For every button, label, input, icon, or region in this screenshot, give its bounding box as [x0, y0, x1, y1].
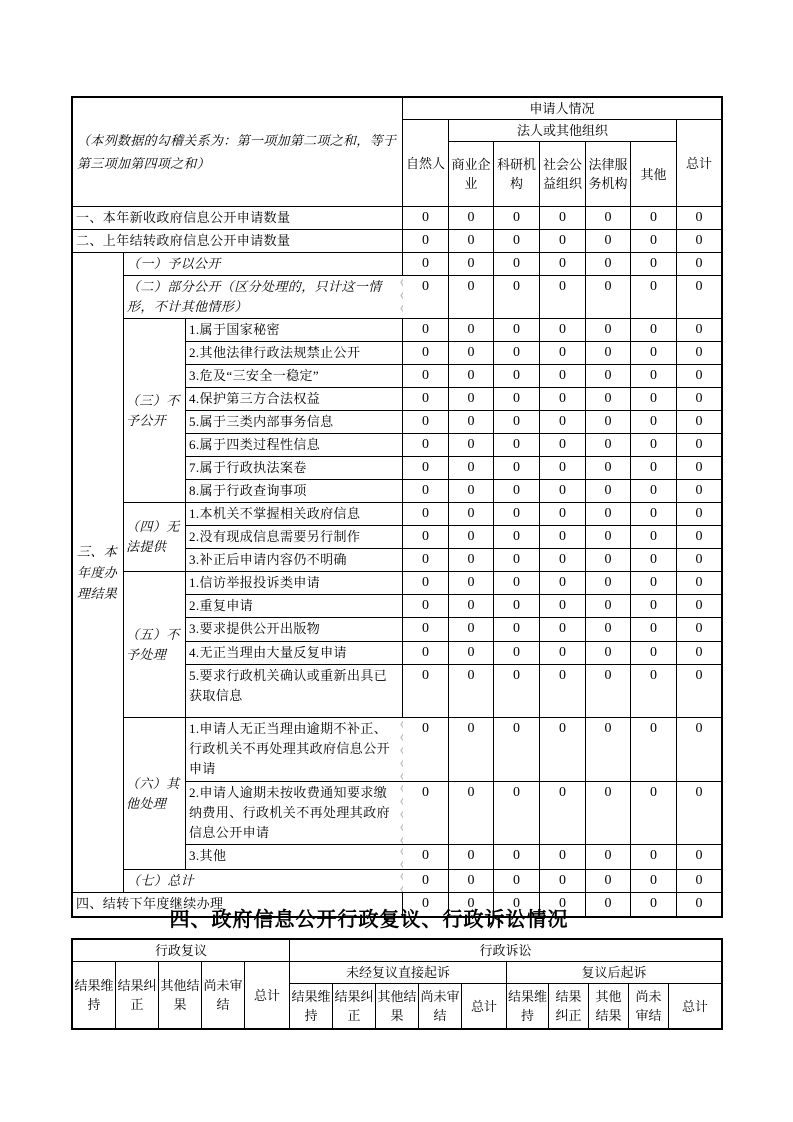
- value-cell: 0: [540, 434, 586, 457]
- value-cell: 0: [403, 276, 449, 319]
- overflow-zigzag: [399, 718, 403, 781]
- value-cell: 0: [677, 870, 723, 893]
- value-cell: 0: [449, 230, 494, 253]
- value-cell: 0: [449, 718, 494, 782]
- value-cell: 0: [586, 342, 631, 365]
- value-cell: 0: [494, 595, 540, 618]
- row-label-cell: 1.申请人无正当理由逾期不补正、行政机关不再处理其政府信息公开申请: [186, 718, 403, 782]
- header-col-natural-person: 自然人: [403, 120, 449, 207]
- value-cell: 0: [540, 207, 586, 230]
- header-direct-col-0: 结果维持: [290, 984, 333, 1030]
- value-cell: 0: [540, 230, 586, 253]
- value-cell: 0: [586, 411, 631, 434]
- value-cell: 0: [586, 319, 631, 342]
- note-cell: （本列数据的勾稽关系为：第一项加第二项之和，等于第三项加第四项之和）: [73, 98, 403, 207]
- value-cell: 0: [631, 503, 677, 526]
- value-cell: 0: [540, 253, 586, 276]
- table-row: [73, 572, 723, 595]
- value-cell: 0: [449, 319, 494, 342]
- row-label-cell: 二、上年结转政府信息公开申请数量: [73, 230, 403, 253]
- table-row: [73, 503, 723, 526]
- value-cell: 0: [540, 388, 586, 411]
- value-cell: 0: [540, 642, 586, 665]
- value-cell: 0: [449, 572, 494, 595]
- value-cell: 0: [494, 503, 540, 526]
- value-cell: 0: [449, 342, 494, 365]
- value-cell: 0: [403, 549, 449, 572]
- value-cell: 0: [631, 276, 677, 319]
- value-cell: 0: [540, 595, 586, 618]
- value-cell: 0: [540, 342, 586, 365]
- value-cell: 0: [586, 549, 631, 572]
- value-cell: 0: [494, 434, 540, 457]
- value-cell: 0: [631, 845, 677, 870]
- header-direct-col-2: 其他结果: [376, 984, 419, 1030]
- value-cell: 0: [540, 893, 586, 918]
- value-cell: 0: [449, 642, 494, 665]
- group-label-cell: （五）不予处理: [124, 572, 186, 718]
- value-cell: 0: [677, 572, 723, 595]
- table-row: [73, 870, 723, 893]
- value-cell: 0: [677, 411, 723, 434]
- value-cell: 0: [494, 276, 540, 319]
- value-cell: 0: [403, 893, 449, 918]
- value-cell: 0: [586, 618, 631, 642]
- value-cell: 0: [631, 342, 677, 365]
- value-cell: 0: [677, 595, 723, 618]
- row-label-cell: 四、结转下年度继续办理: [73, 893, 403, 918]
- header-direct-col-3: 尚未审结: [419, 984, 462, 1030]
- value-cell: 0: [494, 207, 540, 230]
- header-col-other: 其他: [631, 142, 677, 207]
- value-cell: 0: [403, 411, 449, 434]
- value-cell: 0: [403, 782, 449, 845]
- value-cell: 0: [586, 503, 631, 526]
- row-label-cell: 2.没有现成信息需要另行制作: [186, 526, 403, 549]
- table-row: [73, 98, 723, 120]
- value-cell: 0: [586, 253, 631, 276]
- value-cell: 0: [540, 782, 586, 845]
- value-cell: 0: [494, 342, 540, 365]
- value-cell: 0: [677, 276, 723, 319]
- header-after-col-0: 结果维持: [507, 984, 549, 1030]
- value-cell: 0: [631, 230, 677, 253]
- value-cell: 0: [631, 434, 677, 457]
- value-cell: 0: [540, 276, 586, 319]
- header-review-col-2: 其他结果: [159, 962, 202, 1030]
- value-cell: 0: [677, 342, 723, 365]
- header-direct-col-4: 总计: [462, 984, 507, 1030]
- table-row: [73, 253, 723, 276]
- header-review-col-3: 尚未审结: [202, 962, 245, 1030]
- value-cell: 0: [494, 572, 540, 595]
- table-row: [73, 276, 723, 319]
- row-label-cell: 1.本机关不掌握相关政府信息: [186, 503, 403, 526]
- value-cell: 0: [631, 618, 677, 642]
- value-cell: 0: [494, 319, 540, 342]
- value-cell: 0: [631, 526, 677, 549]
- row-label-cell: 3.要求提供公开出版物: [186, 618, 403, 642]
- value-cell: 0: [631, 893, 677, 918]
- value-cell: 0: [586, 434, 631, 457]
- value-cell: 0: [540, 618, 586, 642]
- value-cell: 0: [677, 434, 723, 457]
- value-cell: 0: [494, 642, 540, 665]
- table-row: [73, 940, 723, 962]
- value-cell: 0: [494, 870, 540, 893]
- value-cell: 0: [631, 549, 677, 572]
- row-label-cell: 5.要求行政机关确认或重新出具已获取信息: [186, 665, 403, 718]
- group-label-cell: （三）不予公开: [124, 319, 186, 503]
- header-litigation-group: 行政诉讼: [290, 940, 723, 962]
- value-cell: 0: [540, 365, 586, 388]
- value-cell: 0: [631, 388, 677, 411]
- value-cell: 0: [677, 365, 723, 388]
- value-cell: 0: [494, 893, 540, 918]
- value-cell: 0: [449, 457, 494, 480]
- row-label-cell: （二）部分公开（区分处理的，只计这一情形，不计其他情形）: [124, 276, 403, 319]
- value-cell: 0: [677, 526, 723, 549]
- value-cell: 0: [403, 665, 449, 718]
- value-cell: 0: [631, 365, 677, 388]
- value-cell: 0: [677, 549, 723, 572]
- value-cell: 0: [677, 845, 723, 870]
- header-col-research: 科研机构: [494, 142, 540, 207]
- section-label-cell: 三、本年度办理结果: [73, 253, 124, 893]
- value-cell: 0: [494, 230, 540, 253]
- value-cell: 0: [449, 549, 494, 572]
- value-cell: 0: [677, 253, 723, 276]
- value-cell: 0: [403, 457, 449, 480]
- value-cell: 0: [631, 642, 677, 665]
- value-cell: 0: [631, 595, 677, 618]
- row-label-cell: 1.属于国家秘密: [186, 319, 403, 342]
- value-cell: 0: [586, 480, 631, 503]
- header-col-business: 商业企业: [449, 142, 494, 207]
- value-cell: 0: [677, 480, 723, 503]
- value-cell: 0: [631, 457, 677, 480]
- value-cell: 0: [403, 230, 449, 253]
- value-cell: 0: [449, 665, 494, 718]
- value-cell: 0: [540, 870, 586, 893]
- row-label-cell: 3.其他: [186, 845, 403, 870]
- row-label-cell: 6.属于四类过程性信息: [186, 434, 403, 457]
- overflow-zigzag: [399, 845, 403, 869]
- value-cell: 0: [403, 480, 449, 503]
- value-cell: 0: [631, 718, 677, 782]
- value-cell: 0: [449, 782, 494, 845]
- value-cell: 0: [449, 618, 494, 642]
- value-cell: 0: [586, 276, 631, 319]
- value-cell: 0: [494, 618, 540, 642]
- value-cell: 0: [631, 319, 677, 342]
- value-cell: 0: [586, 893, 631, 918]
- value-cell: 0: [586, 457, 631, 480]
- row-label-cell: 2.其他法律行政法规禁止公开: [186, 342, 403, 365]
- value-cell: 0: [540, 480, 586, 503]
- header-after-group: 复议后起诉: [507, 962, 723, 984]
- value-cell: 0: [540, 457, 586, 480]
- header-review-col-4: 总计: [245, 962, 290, 1030]
- application-stats-table: [71, 96, 723, 918]
- value-cell: 0: [586, 207, 631, 230]
- value-cell: 0: [677, 388, 723, 411]
- value-cell: 0: [586, 595, 631, 618]
- value-cell: 0: [494, 526, 540, 549]
- value-cell: 0: [494, 480, 540, 503]
- header-applicant-group: 申请人情况: [403, 98, 723, 120]
- value-cell: 0: [586, 230, 631, 253]
- value-cell: 0: [494, 253, 540, 276]
- row-label-cell: 2.重复申请: [186, 595, 403, 618]
- row-label-cell: 5.属于三类内部事务信息: [186, 411, 403, 434]
- value-cell: 0: [586, 870, 631, 893]
- value-cell: 0: [677, 718, 723, 782]
- value-cell: 0: [449, 276, 494, 319]
- value-cell: 0: [586, 642, 631, 665]
- value-cell: 0: [494, 782, 540, 845]
- review-litigation-table: [71, 938, 723, 1030]
- value-cell: 0: [403, 207, 449, 230]
- value-cell: 0: [677, 230, 723, 253]
- header-after-col-2: 其他结果: [589, 984, 629, 1030]
- header-direct-group: 未经复议直接起诉: [290, 962, 507, 984]
- value-cell: 0: [631, 870, 677, 893]
- header-direct-col-1: 结果纠正: [333, 984, 376, 1030]
- value-cell: 0: [449, 388, 494, 411]
- overflow-zigzag: [399, 870, 403, 892]
- value-cell: 0: [540, 845, 586, 870]
- value-cell: 0: [586, 718, 631, 782]
- value-cell: 0: [586, 526, 631, 549]
- header-after-col-3: 尚未审结: [629, 984, 669, 1030]
- value-cell: 0: [540, 718, 586, 782]
- value-cell: 0: [677, 893, 723, 918]
- value-cell: 0: [540, 526, 586, 549]
- section4-title: 四、政府信息公开行政复议、行政诉讼情况: [169, 909, 569, 931]
- row-label-cell: 8.属于行政查询事项: [186, 480, 403, 503]
- value-cell: 0: [586, 782, 631, 845]
- value-cell: 0: [403, 870, 449, 893]
- value-cell: 0: [586, 572, 631, 595]
- value-cell: 0: [540, 665, 586, 718]
- value-cell: 0: [494, 718, 540, 782]
- value-cell: 0: [631, 411, 677, 434]
- table-row: [73, 319, 723, 342]
- value-cell: 0: [449, 893, 494, 918]
- table-row: [73, 230, 723, 253]
- table-row: [73, 962, 723, 984]
- value-cell: 0: [631, 665, 677, 718]
- row-label-cell: 1.信访举报投诉类申请: [186, 572, 403, 595]
- overflow-zigzag: [399, 276, 403, 318]
- value-cell: 0: [403, 434, 449, 457]
- row-label-cell: 3.补正后申请内容仍不明确: [186, 549, 403, 572]
- overflow-zigzag: [399, 782, 403, 844]
- value-cell: 0: [494, 665, 540, 718]
- value-cell: 0: [494, 549, 540, 572]
- header-col-legal-service: 法律服务机构: [586, 142, 631, 207]
- value-cell: 0: [540, 549, 586, 572]
- value-cell: 0: [494, 845, 540, 870]
- table-row: [73, 718, 723, 782]
- value-cell: 0: [540, 319, 586, 342]
- row-label-cell: （一）予以公开: [124, 253, 403, 276]
- value-cell: 0: [403, 718, 449, 782]
- value-cell: 0: [540, 572, 586, 595]
- value-cell: 0: [677, 207, 723, 230]
- value-cell: 0: [449, 526, 494, 549]
- value-cell: 0: [677, 782, 723, 845]
- value-cell: 0: [403, 595, 449, 618]
- row-label-cell: 3.危及“三安全一稳定”: [186, 365, 403, 388]
- value-cell: 0: [677, 319, 723, 342]
- value-cell: 0: [677, 665, 723, 718]
- value-cell: 0: [403, 572, 449, 595]
- value-cell: 0: [677, 457, 723, 480]
- value-cell: 0: [449, 595, 494, 618]
- value-cell: 0: [586, 388, 631, 411]
- header-col-total: 总计: [677, 120, 723, 207]
- value-cell: 0: [540, 411, 586, 434]
- value-cell: 0: [403, 503, 449, 526]
- value-cell: 0: [540, 503, 586, 526]
- row-label-cell: 7.属于行政执法案卷: [186, 457, 403, 480]
- value-cell: 0: [677, 503, 723, 526]
- header-review-col-1: 结果纠正: [116, 962, 159, 1030]
- value-cell: 0: [403, 845, 449, 870]
- value-cell: 0: [449, 253, 494, 276]
- value-cell: 0: [403, 253, 449, 276]
- header-col-social-org: 社会公益组织: [540, 142, 586, 207]
- value-cell: 0: [631, 480, 677, 503]
- value-cell: 0: [449, 434, 494, 457]
- header-review-group: 行政复议: [73, 940, 290, 962]
- value-cell: 0: [403, 365, 449, 388]
- value-cell: 0: [631, 782, 677, 845]
- value-cell: 0: [449, 480, 494, 503]
- value-cell: 0: [494, 411, 540, 434]
- group-label-cell: （四）无法提供: [124, 503, 186, 572]
- value-cell: 0: [449, 207, 494, 230]
- value-cell: 0: [677, 642, 723, 665]
- value-cell: 0: [403, 342, 449, 365]
- value-cell: 0: [403, 642, 449, 665]
- header-review-col-0: 结果维持: [73, 962, 116, 1030]
- table-row: [73, 207, 723, 230]
- value-cell: 0: [494, 365, 540, 388]
- value-cell: 0: [403, 618, 449, 642]
- value-cell: 0: [403, 526, 449, 549]
- value-cell: 0: [403, 319, 449, 342]
- value-cell: 0: [677, 618, 723, 642]
- value-cell: 0: [494, 388, 540, 411]
- value-cell: 0: [403, 388, 449, 411]
- value-cell: 0: [586, 365, 631, 388]
- value-cell: 0: [631, 207, 677, 230]
- value-cell: 0: [494, 457, 540, 480]
- value-cell: 0: [449, 503, 494, 526]
- row-label-cell: 4.保护第三方合法权益: [186, 388, 403, 411]
- value-cell: 0: [449, 845, 494, 870]
- row-label-cell: 一、本年新收政府信息公开申请数量: [73, 207, 403, 230]
- header-legal-org-group: 法人或其他组织: [449, 120, 677, 142]
- row-label-cell: （七）总计: [124, 870, 403, 893]
- group-label-cell: （六）其他处理: [124, 718, 186, 870]
- value-cell: 0: [631, 572, 677, 595]
- row-label-cell: 2.申请人逾期未按收费通知要求缴纳费用、行政机关不再处理其政府信息公开申请: [186, 782, 403, 845]
- value-cell: 0: [631, 253, 677, 276]
- row-label-cell: 4.无正当理由大量反复申请: [186, 642, 403, 665]
- value-cell: 0: [586, 665, 631, 718]
- value-cell: 0: [449, 870, 494, 893]
- header-after-col-4: 总计: [669, 984, 723, 1030]
- value-cell: 0: [449, 411, 494, 434]
- value-cell: 0: [586, 845, 631, 870]
- header-after-col-1: 结果纠正: [549, 984, 589, 1030]
- value-cell: 0: [449, 365, 494, 388]
